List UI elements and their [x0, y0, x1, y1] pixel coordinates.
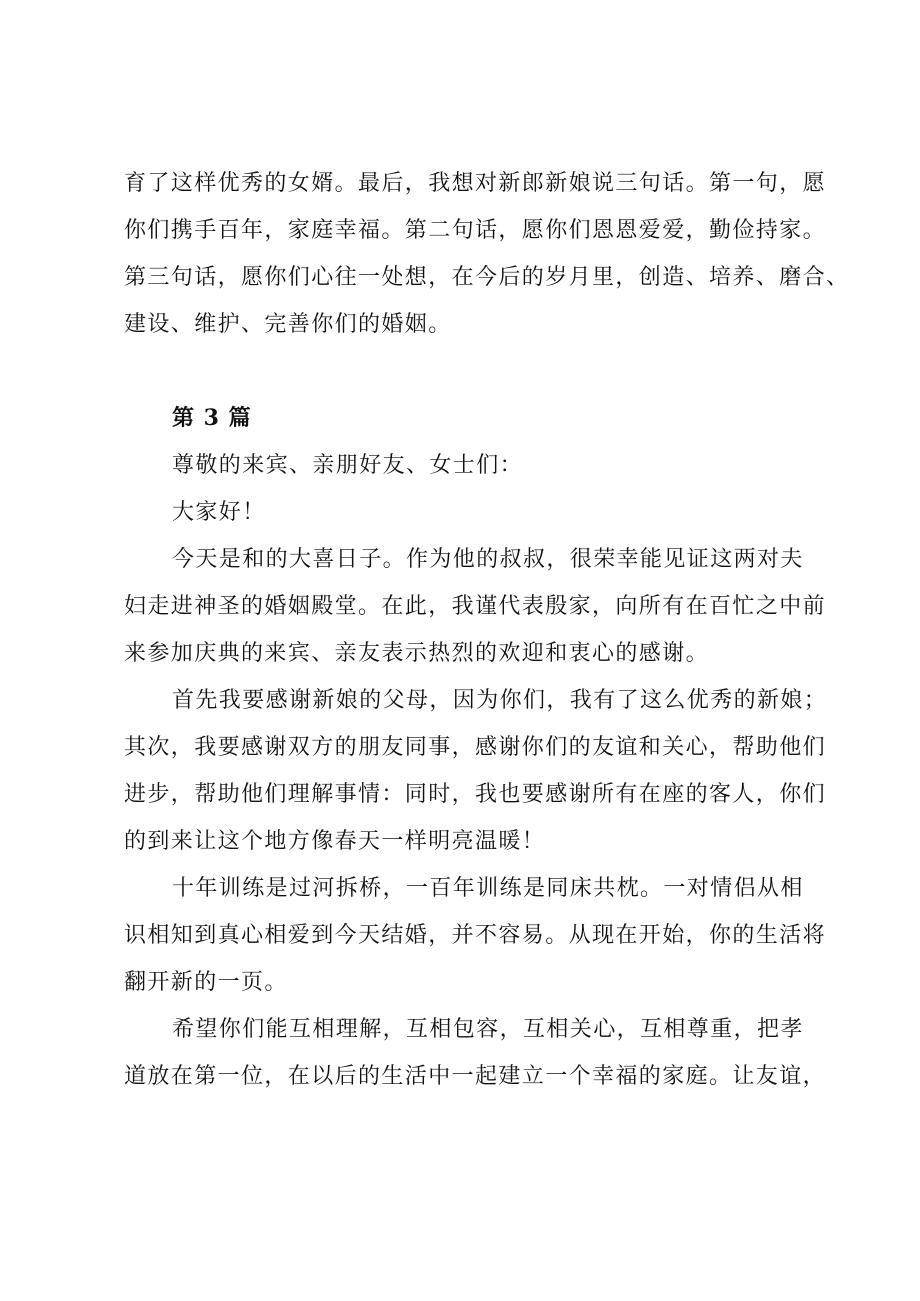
text-line: 翻开新的一页。: [124, 970, 288, 995]
section-title: 第 3 篇: [172, 405, 252, 431]
text-line: 妇走进神圣的婚姻殿堂。在此，我谨代表殷家，向所有在百忙之中前: [124, 594, 827, 619]
text-line: 今天是和的大喜日子。作为他的叔叔，很荣幸能见证这两对夫: [172, 547, 804, 572]
text-line: 进步，帮助他们理解事情：同时，我也要感谢所有在座的客人，你们: [124, 782, 827, 807]
text-line: 建设、维护、完善你们的婚姻。: [124, 312, 452, 337]
body-paragraph: [124, 536, 827, 677]
greeting-paragraph: [124, 442, 824, 536]
text-line: 希望你们能互相理解，互相包容，互相关心，互相尊重，把孝: [172, 1017, 804, 1042]
text-line: 首先我要感谢新娘的父母，因为你们，我有了这么优秀的新娘；: [172, 688, 828, 713]
text-line: 道放在第一位，在以后的生活中一起建立一个幸福的家庭。让友谊，: [124, 1064, 827, 1089]
hello-line: 大家好！: [172, 500, 266, 525]
spacer: [124, 348, 824, 395]
text-line: 育了这样优秀的女婿。最后，我想对新郎新娘说三句话。第一句，愿: [124, 171, 827, 196]
text-line: 其次，我要感谢双方的朋友同事，感谢你们的友谊和关心，帮助他们: [124, 735, 827, 760]
intro-paragraph: [124, 160, 850, 348]
body-paragraph: [124, 1006, 827, 1100]
greeting-line: 尊敬的来宾、亲朋好友、女士们：: [172, 453, 524, 478]
text-line: 第三句话，愿你们心往一处想，在今后的岁月里，创造、培养、磨合、: [124, 265, 850, 290]
text-line: 识相知到真心相爱到今天结婚，并不容易。从现在开始，你的生活将: [124, 923, 827, 948]
body-paragraph: [124, 865, 827, 1006]
text-line: 你们携手百年，家庭幸福。第二句话，愿你们恩恩爱爱，勤俭持家。: [124, 218, 827, 243]
body-paragraph: [124, 677, 828, 865]
document-page: [124, 160, 850, 1100]
text-line: 十年训练是过河拆桥，一百年训练是同床共枕。一对情侣从相: [172, 876, 804, 901]
text-line: 来参加庆典的来宾、亲友表示热烈的欢迎和衷心的感谢。: [124, 641, 710, 666]
text-line: 的到来让这个地方像春天一样明亮温暖！: [124, 829, 546, 854]
